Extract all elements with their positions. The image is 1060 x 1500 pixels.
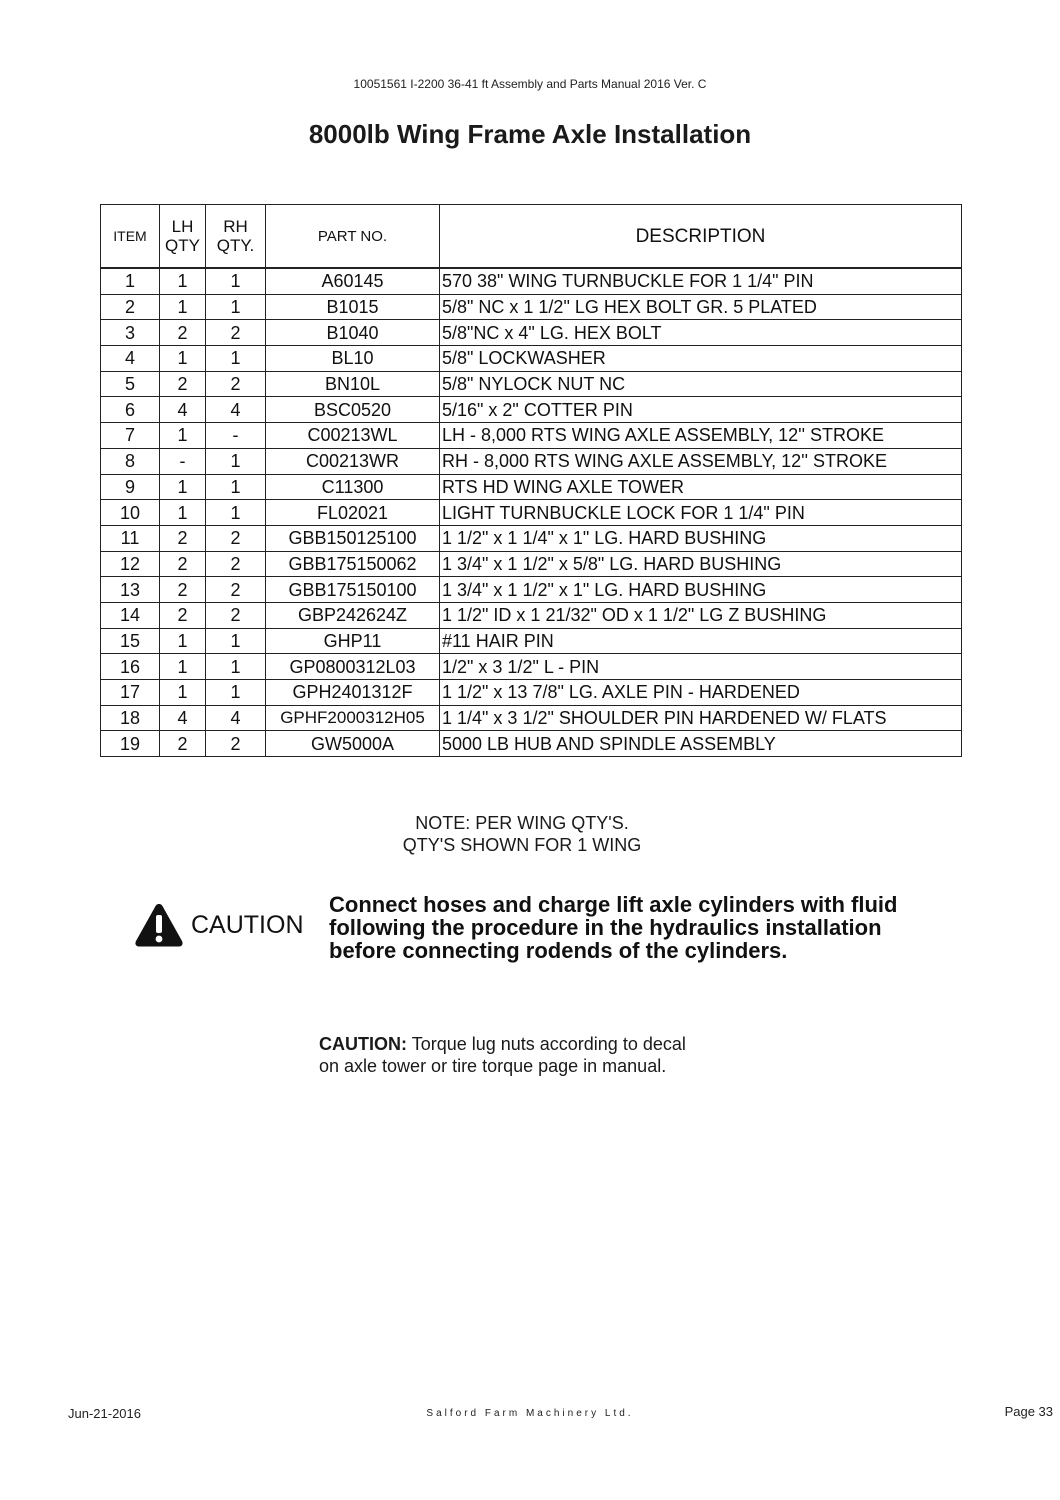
rh-qty-cell: 1 <box>206 294 266 320</box>
item-cell: 5 <box>101 371 160 397</box>
part-no-cell: C11300 <box>266 474 440 500</box>
lh-qty-cell: 1 <box>160 654 206 680</box>
item-cell: 19 <box>101 731 160 757</box>
torque-note-line-1: Torque lug nuts according to decal <box>411 1034 686 1054</box>
part-no-cell: FL02021 <box>266 500 440 526</box>
per-wing-note <box>0 812 1044 856</box>
part-no-cell: GW5000A <box>266 731 440 757</box>
rh-qty-cell: 2 <box>206 577 266 603</box>
rh-qty-cell: 2 <box>206 602 266 628</box>
caution-message-line-1: Connect hoses and charge lift axle cylinders with fluid <box>329 892 898 917</box>
rh-header-line2: QTY. <box>216 236 255 255</box>
description-cell: 1 1/2" x 1 1/4" x 1" LG. HARD BUSHING <box>440 525 962 551</box>
item-cell: 11 <box>101 525 160 551</box>
item-cell: 18 <box>101 705 160 731</box>
table-row <box>101 602 962 628</box>
table-row <box>101 320 962 346</box>
torque-caution-note <box>319 1033 819 1077</box>
manual-header: 10051561 I-2200 36-41 ft Assembly and Parts Manual 2016 Ver. C <box>353 77 707 91</box>
part-no-cell: A60145 <box>266 268 440 294</box>
description-cell: 1 1/2" ID x 1 21/32" OD x 1 1/2" LG Z BUSHING <box>440 602 962 628</box>
item-cell: 3 <box>101 320 160 346</box>
footer-company: Salford Farm Machinery Ltd. <box>426 1408 634 1419</box>
rh-qty-cell: 1 <box>206 268 266 294</box>
description-cell: 570 38" WING TURNBUCKLE FOR 1 1/4" PIN <box>440 268 962 294</box>
rh-qty-cell: 1 <box>206 448 266 474</box>
description-cell: 1 1/2" x 13 7/8" LG. AXLE PIN - HARDENED <box>440 680 962 706</box>
table-row <box>101 705 962 731</box>
lh-qty-cell: 2 <box>160 602 206 628</box>
caution-label: CAUTION <box>191 911 304 939</box>
rh-qty-cell: 4 <box>206 705 266 731</box>
item-cell: 17 <box>101 680 160 706</box>
part-no-cell: GPHF2000312H05 <box>266 705 440 731</box>
table-row <box>101 346 962 372</box>
rh-qty-cell: 2 <box>206 320 266 346</box>
description-cell: 5000 LB HUB AND SPINDLE ASSEMBLY <box>440 731 962 757</box>
item-cell: 14 <box>101 602 160 628</box>
item-cell: 15 <box>101 628 160 654</box>
description-cell: 5/8" LOCKWASHER <box>440 346 962 372</box>
table-row <box>101 474 962 500</box>
rh-qty-cell: 1 <box>206 346 266 372</box>
rh-qty-cell: - <box>206 423 266 449</box>
warning-triangle-icon <box>134 902 184 948</box>
table-row <box>101 731 962 757</box>
note-line-2: QTY'S SHOWN FOR 1 WING <box>402 835 642 855</box>
lh-qty-cell: 2 <box>160 577 206 603</box>
description-cell: LH - 8,000 RTS WING AXLE ASSEMBLY, 12'' STROKE <box>440 423 962 449</box>
lh-qty-cell: 1 <box>160 628 206 654</box>
table-row <box>101 551 962 577</box>
rh-qty-cell: 4 <box>206 397 266 423</box>
description-cell: 5/8"NC x 4" LG. HEX BOLT <box>440 320 962 346</box>
table-row <box>101 654 962 680</box>
part-no-cell: C00213WR <box>266 448 440 474</box>
part-no-cell: B1015 <box>266 294 440 320</box>
item-cell: 10 <box>101 500 160 526</box>
item-cell: 4 <box>101 346 160 372</box>
part-no-cell: BN10L <box>266 371 440 397</box>
lh-qty-cell: 2 <box>160 371 206 397</box>
item-cell: 6 <box>101 397 160 423</box>
lh-qty-cell: 2 <box>160 551 206 577</box>
lh-qty-cell: 1 <box>160 474 206 500</box>
rh-qty-cell: 1 <box>206 654 266 680</box>
table-row <box>101 577 962 603</box>
part-no-cell: BL10 <box>266 346 440 372</box>
torque-caution-label: CAUTION: <box>319 1034 407 1054</box>
rh-qty-cell: 2 <box>206 731 266 757</box>
part-no-cell: GPH2401312F <box>266 680 440 706</box>
rh-qty-cell: 2 <box>206 371 266 397</box>
lh-qty-cell: 2 <box>160 525 206 551</box>
part-no-cell: GP0800312L03 <box>266 654 440 680</box>
caution-message-line-2: following the procedure in the hydraulics installation <box>329 915 882 940</box>
rh-qty-cell: 2 <box>206 525 266 551</box>
table-row <box>101 423 962 449</box>
lh-qty-cell: - <box>160 448 206 474</box>
item-cell: 16 <box>101 654 160 680</box>
lh-header-line2: QTY <box>165 236 200 255</box>
footer-page-number: Page 33 <box>1004 1404 1053 1419</box>
description-cell: LIGHT TURNBUCKLE LOCK FOR 1 1/4" PIN <box>440 500 962 526</box>
rh-header-line1: RH <box>223 217 248 236</box>
item-cell: 13 <box>101 577 160 603</box>
parts-table-header <box>101 205 962 269</box>
description-cell: 1/2" x 3 1/2" L - PIN <box>440 654 962 680</box>
lh-qty-cell: 1 <box>160 346 206 372</box>
page-title: 8000lb Wing Frame Axle Installation <box>308 119 752 149</box>
torque-note-line-2: on axle tower or tire torque page in manual. <box>319 1056 667 1076</box>
table-row <box>101 294 962 320</box>
column-header-description: DESCRIPTION <box>440 205 962 269</box>
lh-qty-cell: 1 <box>160 423 206 449</box>
column-header-part-no: PART NO. <box>266 205 440 269</box>
caution-message <box>329 893 949 962</box>
item-cell: 7 <box>101 423 160 449</box>
lh-qty-cell: 2 <box>160 320 206 346</box>
lh-qty-cell: 1 <box>160 500 206 526</box>
rh-qty-cell: 2 <box>206 551 266 577</box>
part-no-cell: GBB150125100 <box>266 525 440 551</box>
description-cell: 1 1/4" x 3 1/2" SHOULDER PIN HARDENED W/ FLATS <box>440 705 962 731</box>
description-cell: 5/8" NC x 1 1/2" LG HEX BOLT GR. 5 PLATED <box>440 294 962 320</box>
table-row <box>101 525 962 551</box>
column-header-rh-qty <box>206 205 266 269</box>
column-header-item: ITEM <box>101 205 160 269</box>
part-no-cell: B1040 <box>266 320 440 346</box>
description-cell: 5/16" x 2" COTTER PIN <box>440 397 962 423</box>
lh-header-line1: LH <box>171 217 194 236</box>
table-row <box>101 371 962 397</box>
table-row <box>101 268 962 294</box>
description-cell: RH - 8,000 RTS WING AXLE ASSEMBLY, 12'' STROKE <box>440 448 962 474</box>
description-cell: 1 3/4" x 1 1/2" x 5/8" LG. HARD BUSHING <box>440 551 962 577</box>
description-cell: 5/8" NYLOCK NUT NC <box>440 371 962 397</box>
lh-qty-cell: 1 <box>160 680 206 706</box>
item-cell: 9 <box>101 474 160 500</box>
lh-qty-cell: 2 <box>160 731 206 757</box>
table-row <box>101 680 962 706</box>
lh-qty-cell: 1 <box>160 294 206 320</box>
rh-qty-cell: 1 <box>206 500 266 526</box>
footer-date: Jun-21-2016 <box>68 1406 141 1421</box>
rh-qty-cell: 1 <box>206 474 266 500</box>
item-cell: 2 <box>101 294 160 320</box>
column-header-lh-qty <box>160 205 206 269</box>
part-no-cell: GHP11 <box>266 628 440 654</box>
part-no-cell: GBP242624Z <box>266 602 440 628</box>
lh-qty-cell: 4 <box>160 705 206 731</box>
part-no-cell: BSC0520 <box>266 397 440 423</box>
parts-table <box>100 204 962 757</box>
item-cell: 1 <box>101 268 160 294</box>
caution-message-line-3: before connecting rodends of the cylinders. <box>329 938 788 963</box>
rh-qty-cell: 1 <box>206 628 266 654</box>
item-cell: 8 <box>101 448 160 474</box>
table-row <box>101 628 962 654</box>
description-cell: #11 HAIR PIN <box>440 628 962 654</box>
description-cell: RTS HD WING AXLE TOWER <box>440 474 962 500</box>
lh-qty-cell: 1 <box>160 268 206 294</box>
rh-qty-cell: 1 <box>206 680 266 706</box>
table-row <box>101 397 962 423</box>
lh-qty-cell: 4 <box>160 397 206 423</box>
note-line-1: NOTE: PER WING QTY'S. <box>415 813 629 833</box>
item-cell: 12 <box>101 551 160 577</box>
part-no-cell: GBB175150100 <box>266 577 440 603</box>
part-no-cell: GBB175150062 <box>266 551 440 577</box>
description-cell: 1 3/4" x 1 1/2" x 1" LG. HARD BUSHING <box>440 577 962 603</box>
table-row <box>101 448 962 474</box>
table-row <box>101 500 962 526</box>
part-no-cell: C00213WL <box>266 423 440 449</box>
